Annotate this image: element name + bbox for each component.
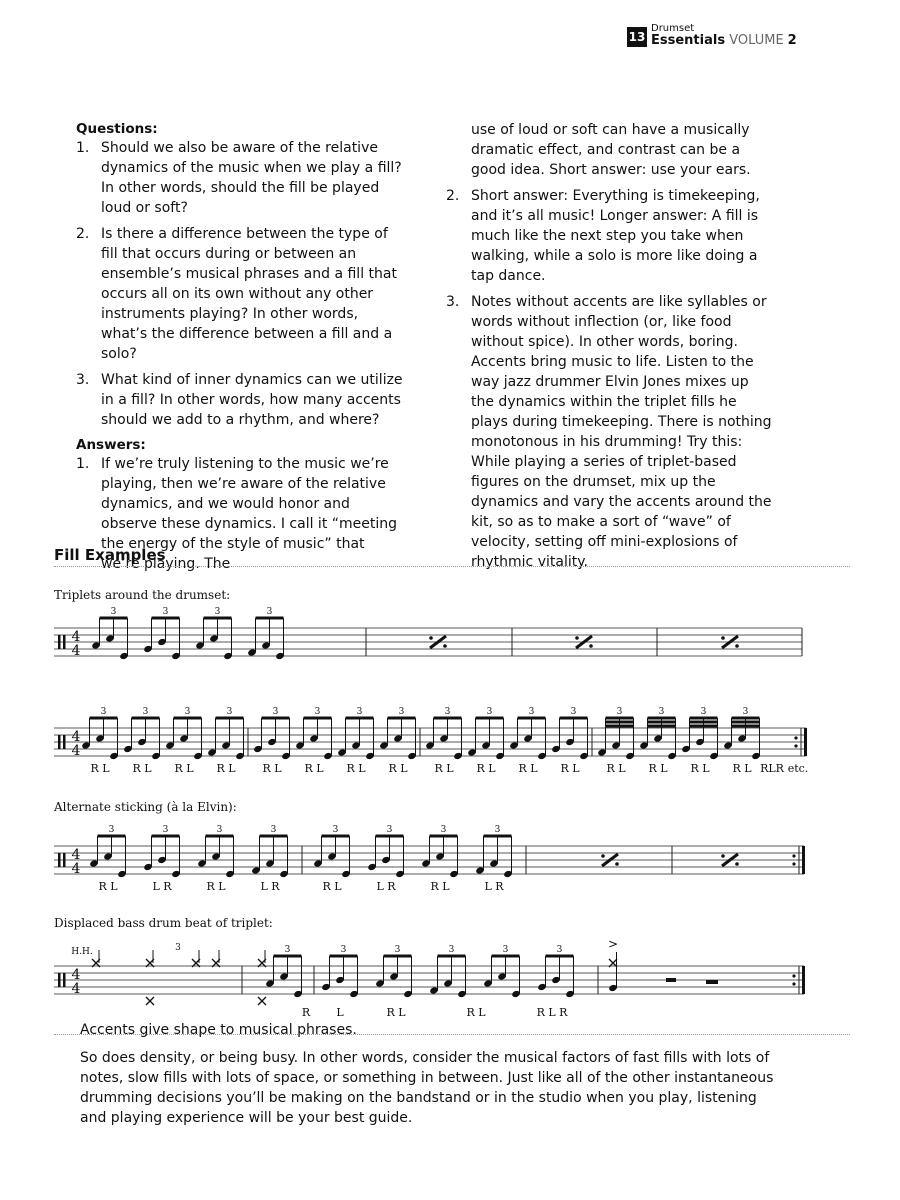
measure-repeat-dot <box>735 862 739 866</box>
percussion-clef <box>58 735 61 749</box>
triplet-mark: 3 <box>570 707 577 717</box>
triplet-mark: 3 <box>314 707 321 717</box>
percussion-clef <box>63 853 66 867</box>
sticking-label: R L <box>174 762 194 775</box>
percussion-clef <box>58 635 61 649</box>
time-signature: 4 <box>71 743 81 759</box>
title-text: Essentials <box>651 33 726 48</box>
final-barline <box>802 846 805 874</box>
repeat-dot <box>794 736 797 739</box>
sticking-label: RLR <box>760 762 784 775</box>
question-item: 3. What kind of inner dynamics can we utilize in a fill? In other words, how many accents should we add to a rhythm, and where? <box>76 372 403 428</box>
triplet-mark: 3 <box>266 607 273 617</box>
answer-1-continued: use of loud or soft can have a musically dramatic effect, and contrast can be a good idea. Short answer: use your ears. <box>471 122 751 178</box>
triplet-mark: 3 <box>108 825 115 835</box>
repeat-dot <box>792 854 795 857</box>
time-signature: 4 <box>71 981 81 997</box>
time-signature: 4 <box>71 861 81 877</box>
time-signature: 4 <box>71 847 81 863</box>
sticking-label: L R <box>484 880 504 893</box>
sticking-label: R L <box>388 762 408 775</box>
sticking-label: R L <box>466 1006 486 1019</box>
triplet-mark: 3 <box>110 607 117 617</box>
final-barline <box>804 728 807 756</box>
triplet-mark: 3 <box>448 945 455 955</box>
rest <box>666 978 676 982</box>
triplet-mark: 3 <box>284 945 291 955</box>
sticking-label: R L <box>606 762 626 775</box>
sticking-label: R L <box>322 880 342 893</box>
questions-heading: Questions: <box>76 121 158 137</box>
sticking-label: R L <box>648 762 668 775</box>
sticking-label: R L R <box>536 1006 568 1019</box>
triplet-mark: 3 <box>742 707 749 717</box>
triplet-mark: 3 <box>502 945 509 955</box>
sticking-label: L R <box>260 880 280 893</box>
sticking-label: R L <box>132 762 152 775</box>
triplet-mark: 3 <box>340 945 347 955</box>
closing-line: Accents give shape to musical phrases. <box>80 1022 357 1038</box>
answer-item: 1. If we’re truly listening to the music we’re playing, then we’re aware of the relative dynamics, and we would honor and observe these dynamics. I call it “meeting the energy of the style of music” that we’re playing. The <box>76 456 398 572</box>
sticking-label: R L <box>206 880 226 893</box>
percussion-clef <box>63 735 66 749</box>
repeat-dot <box>794 744 797 747</box>
triplet-mark: 3 <box>394 945 401 955</box>
triplet-mark: 3 <box>162 607 169 617</box>
sticking-label: R L <box>476 762 496 775</box>
triplet-mark: 3 <box>270 825 277 835</box>
series-label: Drumset <box>651 23 695 34</box>
example-2-caption: Alternate sticking (à la Elvin): <box>54 800 237 814</box>
measure-repeat-dot <box>615 862 619 866</box>
triplet-mark: 3 <box>440 825 447 835</box>
time-signature: 4 <box>71 729 81 745</box>
hihat-label: H.H. <box>71 947 93 957</box>
sticking-label: R L <box>98 880 118 893</box>
triplet-mark: 3 <box>658 707 665 717</box>
sticking-label: R L <box>262 762 282 775</box>
triplet-mark: 3 <box>398 707 405 717</box>
triplet-mark: 3 <box>528 707 535 717</box>
triplet-mark: 3 <box>356 707 363 717</box>
final-barline <box>802 966 805 994</box>
volume-number: 2 <box>787 33 797 48</box>
percussion-clef <box>63 635 66 649</box>
triplet-mark: 3 <box>226 707 233 717</box>
triplet-mark: 3 <box>386 825 393 835</box>
sticking-label: R L <box>434 762 454 775</box>
sticking-label: R L <box>732 762 752 775</box>
answer-item: 2. Short answer: Everything is timekeeping, and it’s all music! Longer answer: A fill is much like the next step you take when walking, while a solo is more like doing a tap dance. <box>446 188 760 284</box>
time-signature: 4 <box>71 629 81 645</box>
sticking-label: R L <box>304 762 324 775</box>
sticking-label: R L <box>518 762 538 775</box>
triplet-mark: 3 <box>214 607 221 617</box>
triplet-mark: 3 <box>486 707 493 717</box>
sticking-label: R L <box>216 762 236 775</box>
answer-item: 3. Notes without accents are like syllables or words without inflection (or, like food without spice). In other words, boring. Accents bring music to life. Listen to the way jazz drummer Elvin Jones mixes up the dynamics within the triplet fills he plays during timekeeping. There is nothing monotonous in his drumming! Try this: While playing a series of triplet-based figures on the drumset, mix up the dynamics and vary the accents around the kit, so as to make a sort of “wave” of velocity, setting off mini-explosions of rhythmic vitality. <box>446 294 772 570</box>
triplet-mark: 3 <box>272 707 279 717</box>
triplet-mark: 3 <box>162 825 169 835</box>
triplet-mark: 3 <box>216 825 223 835</box>
sticking-label: R L <box>690 762 710 775</box>
measure-repeat-dot <box>443 644 447 648</box>
volume-label: VOLUME <box>729 33 784 48</box>
triplet-mark: 3 <box>184 707 191 717</box>
repeat-dot <box>792 974 795 977</box>
measure-repeat-dot <box>429 636 433 640</box>
etc-label: etc. <box>787 762 809 775</box>
time-signature: 4 <box>71 967 81 983</box>
sticking-label: L R <box>376 880 396 893</box>
repeat-dot <box>792 862 795 865</box>
closing-paragraph: So does density, or being busy. In other words, consider the musical factors of fast fills with lots of notes, slow fills with lots of space, or something in between. Just like all of the other instantaneous drumming decisions you’ll be making on the bandstand or in the studio when you play, listening and playing experience will be your best guide. <box>80 1050 774 1126</box>
sticking-label: R L <box>386 1006 406 1019</box>
percussion-clef <box>58 853 61 867</box>
measure-repeat-dot <box>721 636 725 640</box>
triplet-mark: 3 <box>332 825 339 835</box>
triplet-mark: 3 <box>175 943 181 953</box>
example-1-caption: Triplets around the drumset: <box>54 588 231 602</box>
fill-examples-heading: Fill Examples <box>54 546 166 564</box>
sticking-label: L R <box>152 880 172 893</box>
sticking-label: R L <box>430 880 450 893</box>
triplet-mark: 3 <box>616 707 623 717</box>
time-signature: 4 <box>71 643 81 659</box>
sticking-label: R L <box>560 762 580 775</box>
question-item: 2. Is there a difference between the type of fill that occurs during or between an ensemble’s musical phrases and a fill that occurs all on its own without any other instruments playing? In other words, what’s the difference between a fill and a solo? <box>76 226 397 362</box>
measure-repeat-dot <box>601 854 605 858</box>
percussion-clef <box>58 973 61 987</box>
sticking-label: L <box>336 1006 344 1019</box>
answers-heading: Answers: <box>76 437 146 453</box>
example-3-caption: Displaced bass drum beat of triplet: <box>54 916 273 930</box>
accent-mark: > <box>607 937 619 951</box>
triplet-mark: 3 <box>494 825 501 835</box>
measure-repeat-dot <box>735 644 739 648</box>
triplet-mark: 3 <box>700 707 707 717</box>
sticking-label: R L <box>346 762 366 775</box>
sticking-label: R L <box>90 762 110 775</box>
measure-repeat-dot <box>589 644 593 648</box>
measure-repeat-dot <box>575 636 579 640</box>
question-item: 1. Should we also be aware of the relative dynamics of the music when we play a fill? In other words, should the fill be played loud or soft? <box>76 140 402 216</box>
measure-repeat-dot <box>721 854 725 858</box>
repeat-dot <box>792 982 795 985</box>
sticking-label: R <box>301 1006 311 1019</box>
triplet-mark: 3 <box>142 707 149 717</box>
percussion-clef <box>63 973 66 987</box>
rest <box>706 980 718 984</box>
triplet-mark: 3 <box>556 945 563 955</box>
triplet-mark: 3 <box>100 707 107 717</box>
triplet-mark: 3 <box>444 707 451 717</box>
page-number: 13 <box>627 27 647 47</box>
